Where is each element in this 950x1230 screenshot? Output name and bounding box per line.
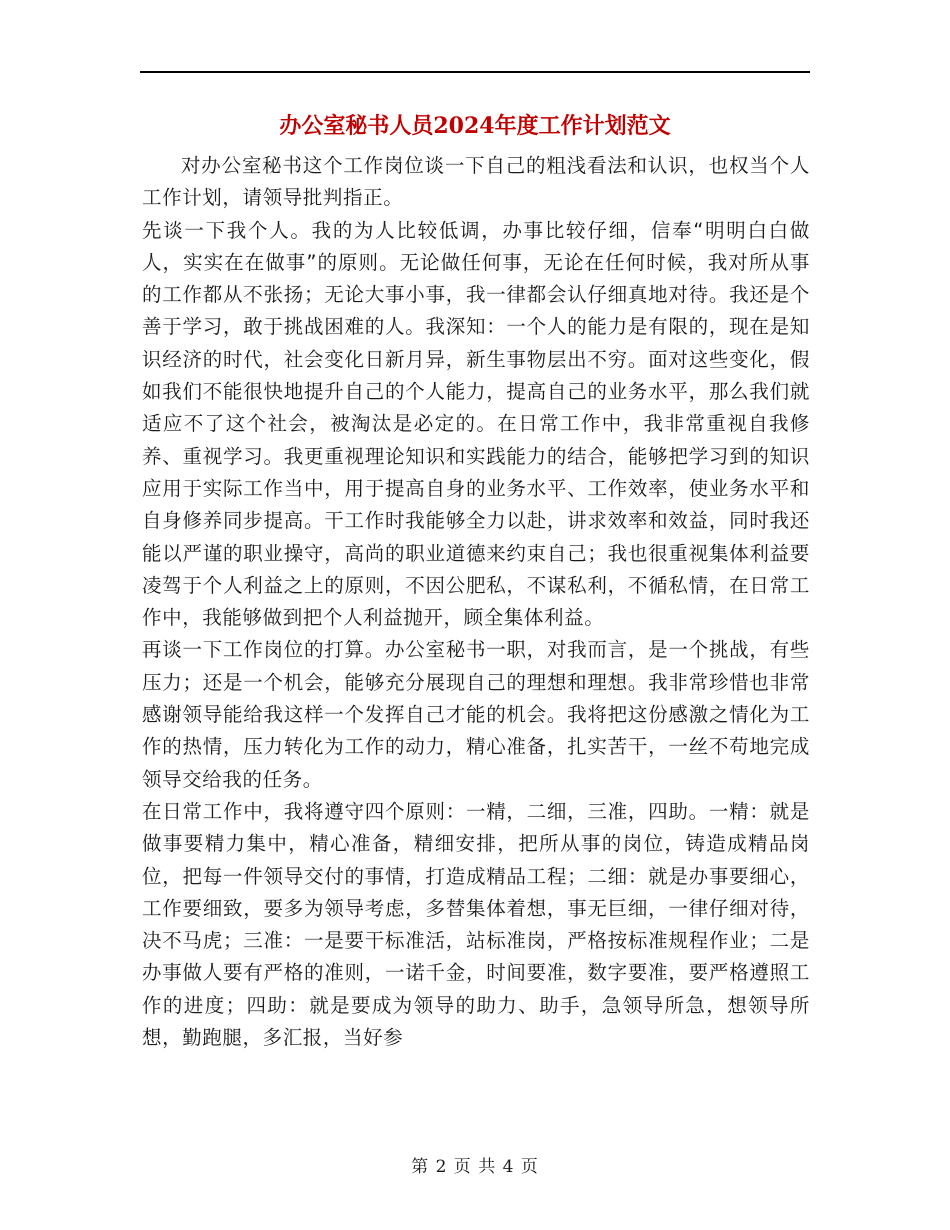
header-rule xyxy=(140,71,810,73)
paragraph-self: 先谈一下我个人。我的为人比较低调，办事比较仔细，信奉“明明白白做人，实实在在做事”的原则。无论做任何事，无论在任何时候，我对所从事的工作都从不张扬；无论大事小事，我一律都会认仔细真地对待。我还是个善于学习，敢于挑战困难的人。我深知：一个人的能力是有限的，现在是知识经济的时代，社会变化日新月异，新生事物层出不穷。面对这些变化，假如我们不能很快地提升自己的个人能力，提高自己的业务水平，那么我们就适应不了这个社会，被淘汰是必定的。在日常工作中，我非常重视自我修养、重视学习。我更重视理论知识和实践能力的结合，能够把学习到的知识应用于实际工作当中，用于提高自身的业务水平、工作效率，使业务水平和自身修养同步提高。干工作时我能够全力以赴，讲求效率和效益，同时我还能以严谨的职业操守，高尚的职业道德来约束自己；我也很重视集体利益要凌驾于个人利益之上的原则，不因公肥私，不谋私利，不循私情，在日常工作中，我能够做到把个人利益抛开，顾全集体利益。 xyxy=(142,218,810,630)
document-title: 办公室秘书人员2024年度工作计划范文 xyxy=(279,113,671,139)
paragraph-intro: 对办公室秘书这个工作岗位谈一下自己的粗浅看法和认识，也权当个人工作计划，请领导批判指正。 xyxy=(142,154,810,210)
paragraph-principles: 在日常工作中，我将遵守四个原则：一精，二细，三准，四助。一精：就是做事要精力集中，精心准备，精细安排，把所从事的岗位，铸造成精品岗位，把每一件领导交付的事情，打造成精品工程；二细：就是办事要细心，工作要细致，要多为领导考虑，多替集体着想，事无巨细，一律仔细对待，决不马虎；三准：一是要干标准活，站标准岗，严格按标准规程作业；二是办事做人要有严格的准则，一诺千金，时间要准，数字要准，要严格遵照工作的进度；四助：就是要成为领导的助力、助手，急领导所急，想领导所想，勤跑腿，多汇报，当好参 xyxy=(142,799,810,1050)
paragraph-plan: 再谈一下工作岗位的打算。办公室秘书一职，对我而言，是一个挑战，有些压力；还是一个机会，能够充分展现自己的理想和理想。我非常珍惜也非常感谢领导能给我这样一个发挥自己才能的机会。我将把这份感激之情化为工作的热情，压力转化为工作的动力，精心准备，扎实苦干，一丝不苟地完成领导交给我的任务。 xyxy=(142,638,810,791)
document-body xyxy=(142,150,810,1054)
page-footer: 第 2 页 共 4 页 xyxy=(411,1157,539,1177)
